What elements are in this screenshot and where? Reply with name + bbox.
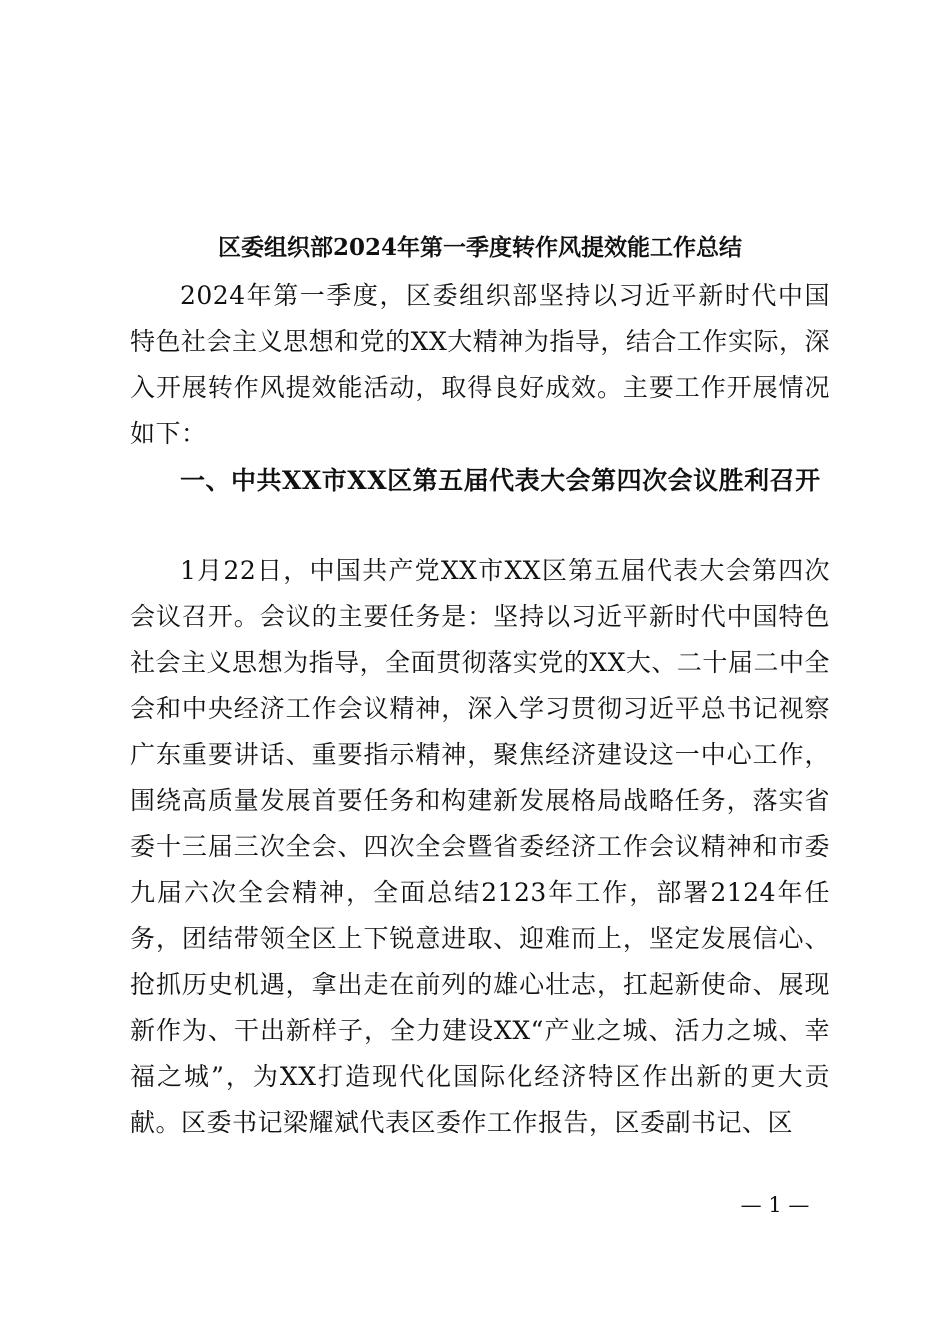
page-number: — 1 — bbox=[740, 1193, 810, 1217]
section-heading: 一、中共XX市XX区第五届代表大会第四次会议胜利召开 bbox=[180, 466, 821, 495]
section-paragraph: 1月22日，中国共产党XX市XX区第五届代表大会第四次会议召开。会议的主要任务是：坚持以习近平新时代中国特色社会主义思想为指导，全面贯彻落实党的XX大、二十届二中全会和中央经济工作会议精神，深入学习贯彻习近平总书记视察广东重要讲话、重要指示精神，聚焦经济建设这一中心工作，围绕高质量发展首要任务和构建新发展格局战略任务，落实省委十三届三次全会、四次全会暨省委经济工作会议精神和市委九届六次全会精神，全面总结2123年工作，部署2124年任务，团结带领全区上下锐意进取、迎难而上，坚定发展信心、抢抓历史机遇，拿出走在前列的雄心壮志，扛起新使命、展现新作为、干出新样子，全力建设XX“产业之城、活力之城、幸福之城”，为XX打造现代化国际化经济特区作出新的更大贡献。区委书记梁耀斌代表区委作工作报告，区委副书记、区 bbox=[130, 556, 830, 1137]
document-title: 区委组织部2024年第一季度转作风提效能工作总结 bbox=[217, 234, 742, 261]
intro-paragraph: 2024年第一季度，区委组织部坚持以习近平新时代中国特色社会主义思想和党的XX大精神为指导，结合工作实际，深入开展转作风提效能活动，取得良好成效。主要工作开展情况如下： bbox=[130, 281, 830, 448]
